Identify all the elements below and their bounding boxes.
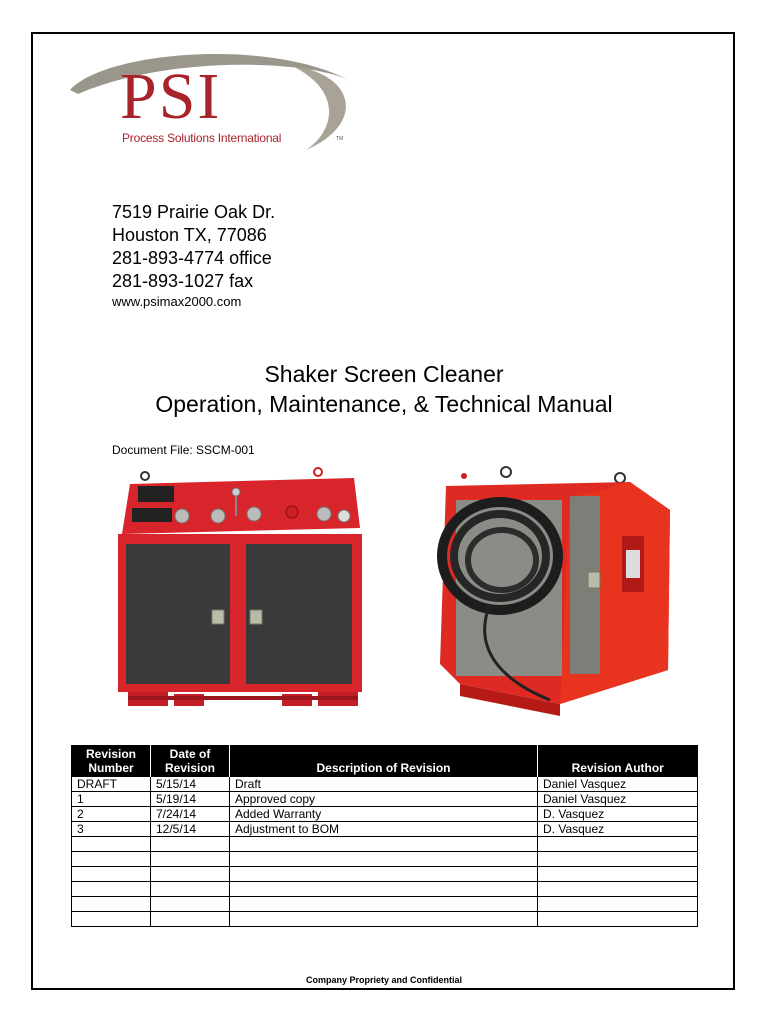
- address-fax: 281-893-1027 fax: [112, 271, 254, 291]
- table-row: [72, 867, 698, 882]
- table-cell: [151, 852, 230, 867]
- table-row: [72, 852, 698, 867]
- table-cell: 5/15/14: [151, 777, 230, 792]
- table-cell: [72, 912, 151, 927]
- address-street: 7519 Prairie Oak Dr.: [112, 202, 276, 222]
- table-cell: [230, 897, 538, 912]
- table-cell: [72, 897, 151, 912]
- table-row: [72, 807, 698, 822]
- document-file-label: Document File: SSCM-001: [112, 443, 255, 457]
- table-cell: [72, 882, 151, 897]
- table-cell: Approved copy: [230, 792, 538, 807]
- logo-trademark: TM: [336, 136, 344, 142]
- header-author: Revision Author: [538, 745, 698, 777]
- footer-confidential: Company Propriety and Confidential: [305, 975, 462, 985]
- equipment-photo-front: [112, 464, 374, 712]
- table-cell: 2: [72, 807, 151, 822]
- table-cell: Draft: [230, 777, 538, 792]
- revision-table: [71, 745, 698, 927]
- address-city: Houston TX, 77086: [112, 225, 267, 245]
- table-cell: D. Vasquez: [538, 807, 698, 822]
- table-cell: [230, 867, 538, 882]
- address-block: [112, 201, 275, 311]
- table-row: [72, 912, 698, 927]
- table-row: [72, 822, 698, 837]
- table-cell: [538, 852, 698, 867]
- equipment-photo-side: [430, 464, 678, 722]
- table-row: [72, 897, 698, 912]
- table-cell: [151, 912, 230, 927]
- table-row: [72, 777, 698, 792]
- table-cell: [72, 867, 151, 882]
- table-cell: [230, 852, 538, 867]
- table-cell: [538, 882, 698, 897]
- header-revision-number: Revision Number: [72, 745, 151, 777]
- website-link[interactable]: www.psimax2000.com: [112, 294, 242, 309]
- revision-table-header: [72, 745, 698, 777]
- table-cell: [230, 882, 538, 897]
- table-cell: [230, 837, 538, 852]
- header-date-of-revision: Date of Revision: [151, 745, 230, 777]
- table-cell: [151, 837, 230, 852]
- table-cell: [538, 912, 698, 927]
- table-cell: [538, 897, 698, 912]
- table-row: [72, 837, 698, 852]
- table-cell: 3: [72, 822, 151, 837]
- table-cell: [72, 837, 151, 852]
- table-cell: [72, 852, 151, 867]
- table-cell: [538, 867, 698, 882]
- table-cell: D. Vasquez: [538, 822, 698, 837]
- logo-company-name: Process Solutions International: [122, 131, 282, 145]
- table-cell: Daniel Vasquez: [538, 792, 698, 807]
- table-cell: [151, 882, 230, 897]
- header-description: Description of Revision: [230, 745, 538, 777]
- table-row: [72, 882, 698, 897]
- table-cell: Added Warranty: [230, 807, 538, 822]
- table-cell: 1: [72, 792, 151, 807]
- table-cell: 7/24/14: [151, 807, 230, 822]
- revision-table-body: [72, 777, 698, 927]
- table-cell: Daniel Vasquez: [538, 777, 698, 792]
- table-cell: 5/19/14: [151, 792, 230, 807]
- document-title-line1: Shaker Screen Cleaner: [264, 361, 504, 387]
- document-title-line2: Operation, Maintenance, & Technical Manual: [155, 391, 613, 417]
- logo-wordmark: PSI: [120, 60, 222, 133]
- table-cell: [151, 897, 230, 912]
- table-cell: DRAFT: [72, 777, 151, 792]
- table-row: [72, 792, 698, 807]
- table-cell: Adjustment to BOM: [230, 822, 538, 837]
- table-cell: [538, 837, 698, 852]
- table-cell: [151, 867, 230, 882]
- table-cell: [230, 912, 538, 927]
- table-cell: 12/5/14: [151, 822, 230, 837]
- address-office-phone: 281-893-4774 office: [112, 248, 272, 268]
